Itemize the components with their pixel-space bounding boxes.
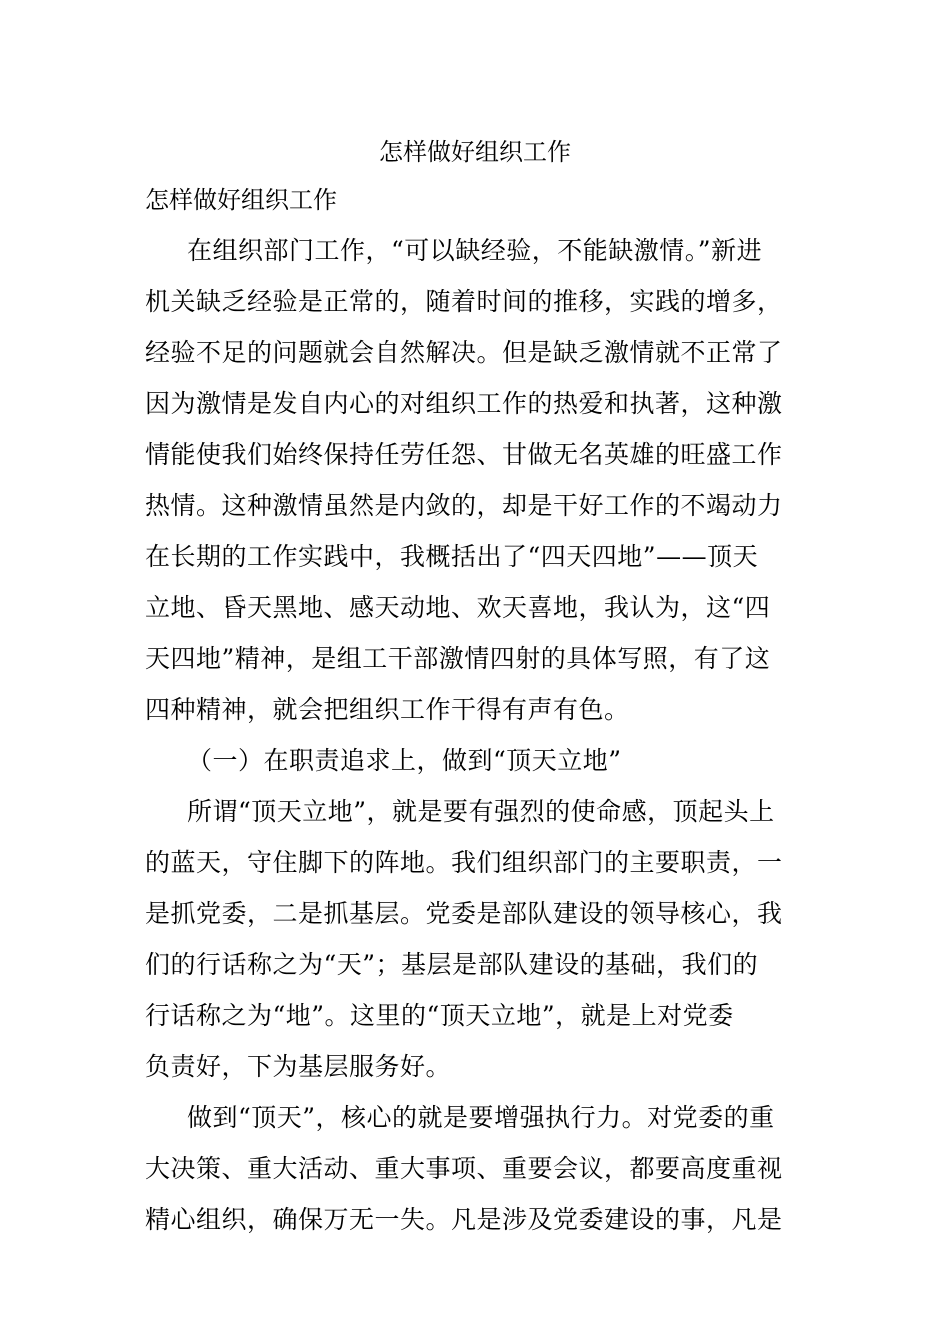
paragraph-line: 热情。这种激情虽然是内敛的，却是干好工作的不竭动力: [145, 491, 783, 520]
paragraph-line: 大决策、重大活动、重大事项、重要会议，都要高度重视: [145, 1154, 783, 1183]
paragraph-line: 在组织部门工作，“可以缺经验，不能缺激情。”新进: [187, 236, 763, 265]
paragraph-line: 情能使我们始终保持任劳任怨、甘做无名英雄的旺盛工作: [145, 440, 783, 469]
paragraph-line: 天四地”精神，是组工干部激情四射的具体写照，有了这: [145, 644, 771, 673]
paragraph-line: 精心组织，确保万无一失。凡是涉及党委建设的事，凡是: [145, 1205, 783, 1234]
paragraph-line: 是抓党委，二是抓基层。党委是部队建设的领导核心，我: [145, 899, 783, 928]
paragraph-line: 所谓“顶天立地”，就是要有强烈的使命感，顶起头上: [187, 797, 775, 826]
paragraph-line: 立地、昏天黑地、感天动地、欢天喜地，我认为，这“四: [145, 593, 771, 622]
section-heading: （一）在职责追求上，做到“顶天立地”: [187, 746, 622, 775]
paragraph-line: 机关缺乏经验是正常的，随着时间的推移，实践的增多，: [145, 287, 783, 316]
paragraph-line: 们的行话称之为“天”；基层是部队建设的基础，我们的: [145, 950, 759, 979]
document-body: [145, 228, 810, 1248]
paragraph-line: 经验不足的问题就会自然解决。但是缺乏激情就不正常了: [145, 338, 783, 367]
paragraph-line: 做到“顶天”，核心的就是要增强执行力。对党委的重: [187, 1103, 775, 1132]
paragraph-line: 负责好，下为基层服务好。: [145, 1052, 452, 1081]
paragraph-line: 因为激情是发自内心的对组织工作的热爱和执著，这种激: [145, 389, 783, 418]
paragraph-line: 在长期的工作实践中，我概括出了“四天四地”——顶天: [145, 542, 759, 571]
document-title: 怎样做好组织工作: [379, 138, 571, 166]
paragraph-line: 行话称之为“地”。这里的“顶天立地”，就是上对党委: [145, 1001, 734, 1030]
document-subtitle: 怎样做好组织工作: [145, 186, 337, 214]
paragraph-line: 的蓝天，守住脚下的阵地。我们组织部门的主要职责，一: [145, 848, 783, 877]
paragraph-line: 四种精神，就会把组织工作干得有声有色。: [145, 695, 630, 724]
